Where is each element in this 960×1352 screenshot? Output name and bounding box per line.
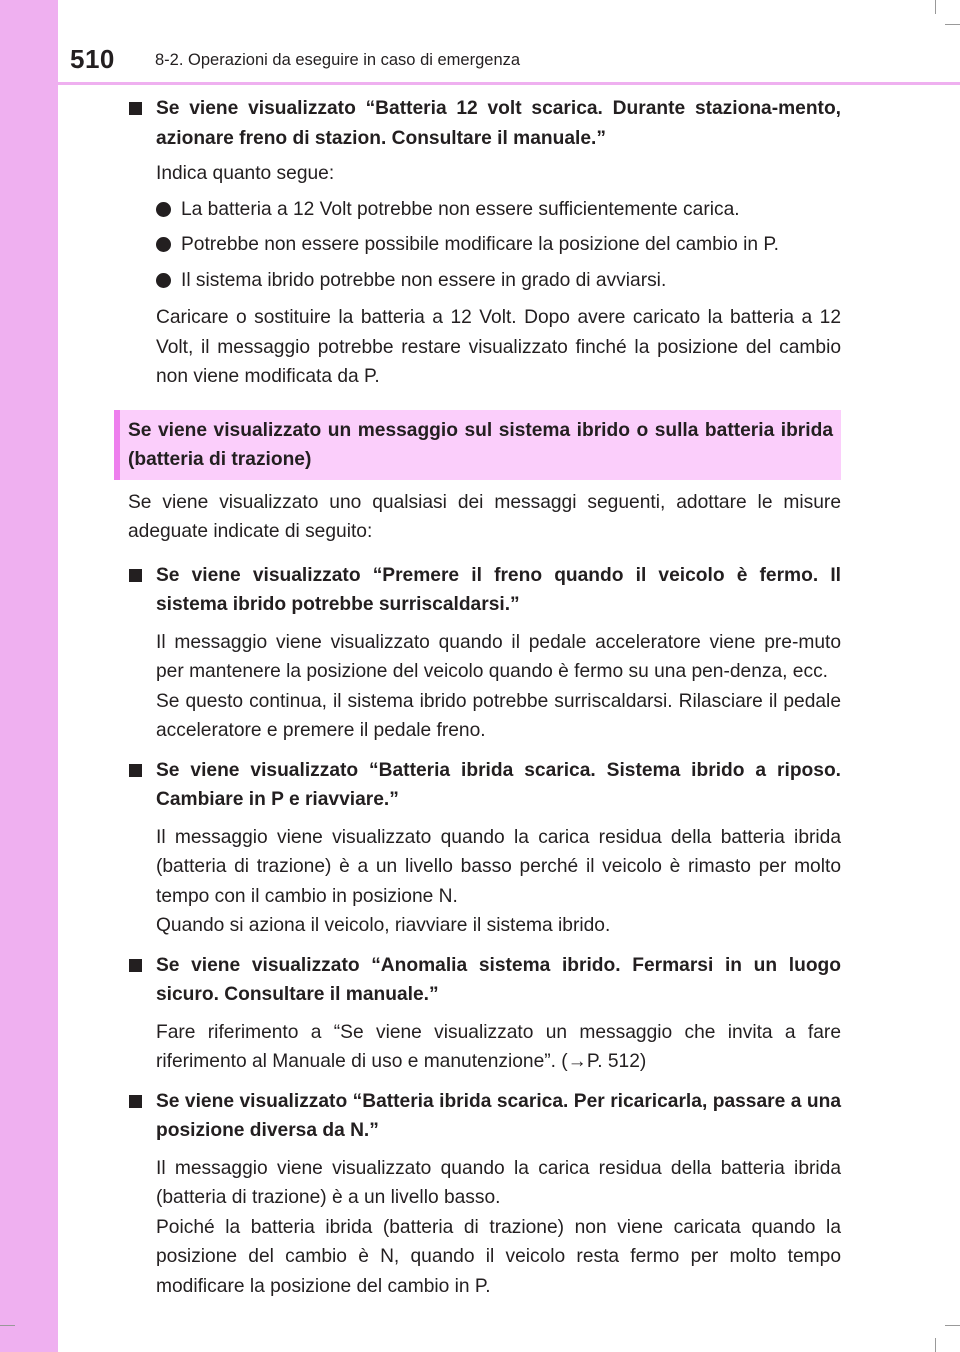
crop-mark [935,1338,936,1352]
message-description: Il messaggio viene visualizzato quando il pedale acceleratore viene pre-muto per mantenere la posizione del veicolo quando è fermo su una pen-denza, ecc. [156,631,841,682]
message-heading [128,951,841,1010]
message-description: Quando si aziona il veicolo, riavviare il sistema ibrido. [156,915,611,936]
message-description: Poiché la batteria ibrida (batteria di trazione) non viene caricata quando la posizione del cambio è N, quando il veicolo resta fermo per molto tempo modificare la posizione del cambio in P. [156,1216,841,1297]
subsection-box [114,410,841,480]
crop-mark [935,0,936,14]
list-item [128,266,841,296]
square-bullet-icon [129,569,142,582]
intro-line: Indica quanto segue: [156,163,335,184]
subsection-title: Se viene visualizzato un messaggio sul sistema ibrido o sulla batteria ibrida (batteria di trazione) [128,419,833,470]
section-heading-text: Se viene visualizzato “Batteria 12 volt scarica. Durante staziona-mento, azionare freno di stazion. Consultare il manuale.” [156,98,841,149]
section-heading [128,94,841,153]
message-description: Il messaggio viene visualizzato quando la carica residua della batteria ibrida (batteria di trazione) è a un livello basso. [156,1157,841,1208]
message-description: Fare riferimento a “Se viene visualizzato un messaggio che invita a fare riferimento al Manuale di uso e manutenzione”. (→P. 512) [156,1021,841,1072]
message-heading-text: Se viene visualizzato “Batteria ibrida scarica. Sistema ibrido a riposo. Cambiare in P e riavviare.” [156,759,841,810]
page-content [128,94,841,1301]
message-block [128,1087,841,1302]
message-heading-text: Se viene visualizzato “Anomalia sistema ibrido. Fermarsi in un luogo sicuro. Consultare il manuale.” [156,954,841,1005]
message-block [128,561,841,746]
list-item [128,230,841,260]
page-number: 510 [70,44,115,74]
list-item [128,195,841,225]
circle-bullet-icon [156,202,171,217]
message-heading-text: Se viene visualizzato “Batteria ibrida scarica. Per ricaricarla, passare a una posizione diversa da N.” [156,1090,841,1141]
square-bullet-icon [129,1095,142,1108]
header-rule [58,82,960,85]
circle-bullet-icon [156,273,171,288]
crop-mark [945,24,960,25]
message-description: Il messaggio viene visualizzato quando la carica residua della batteria ibrida (batteria di trazione) è a un livello basso perché il veicolo è rimasto per molto tempo con il cambio in posizione N. [156,826,841,907]
sidebar-tab [0,0,58,1352]
list-item-text: Il sistema ibrido potrebbe non essere in grado di avviarsi. [181,269,667,291]
square-bullet-icon [129,102,142,115]
body-paragraph: Caricare o sostituire la batteria a 12 Volt. Dopo avere caricato la batteria a 12 Volt, il messaggio potrebbe restare visualizzato finché la posizione del cambio non viene modificata da P. [156,307,841,387]
list-item-text: La batteria a 12 Volt potrebbe non essere sufficientemente carica. [181,198,740,220]
list-item-text: Potrebbe non essere possibile modificare la posizione del cambio in P. [181,234,780,255]
crop-mark [945,1325,960,1326]
message-heading [128,561,841,620]
message-block [128,951,841,1077]
square-bullet-icon [129,959,142,972]
square-bullet-icon [129,764,142,777]
message-description: Se questo continua, il sistema ibrido potrebbe surriscaldarsi. Rilasciare il pedale acceleratore e premere il pedale freno. [156,690,841,741]
intro-paragraph: Se viene visualizzato uno qualsiasi dei messaggi seguenti, adottare le misure adeguate indicate di seguito: [128,491,841,542]
message-heading-text: Se viene visualizzato “Premere il freno quando il veicolo è fermo. Il sistema ibrido potrebbe surriscaldarsi.” [156,564,841,615]
section-title: 8-2. Operazioni da eseguire in caso di emergenza [155,51,521,69]
message-heading [128,1087,841,1146]
message-block [128,756,841,941]
circle-bullet-icon [156,237,171,252]
message-heading [128,756,841,815]
crop-mark [0,1325,15,1326]
